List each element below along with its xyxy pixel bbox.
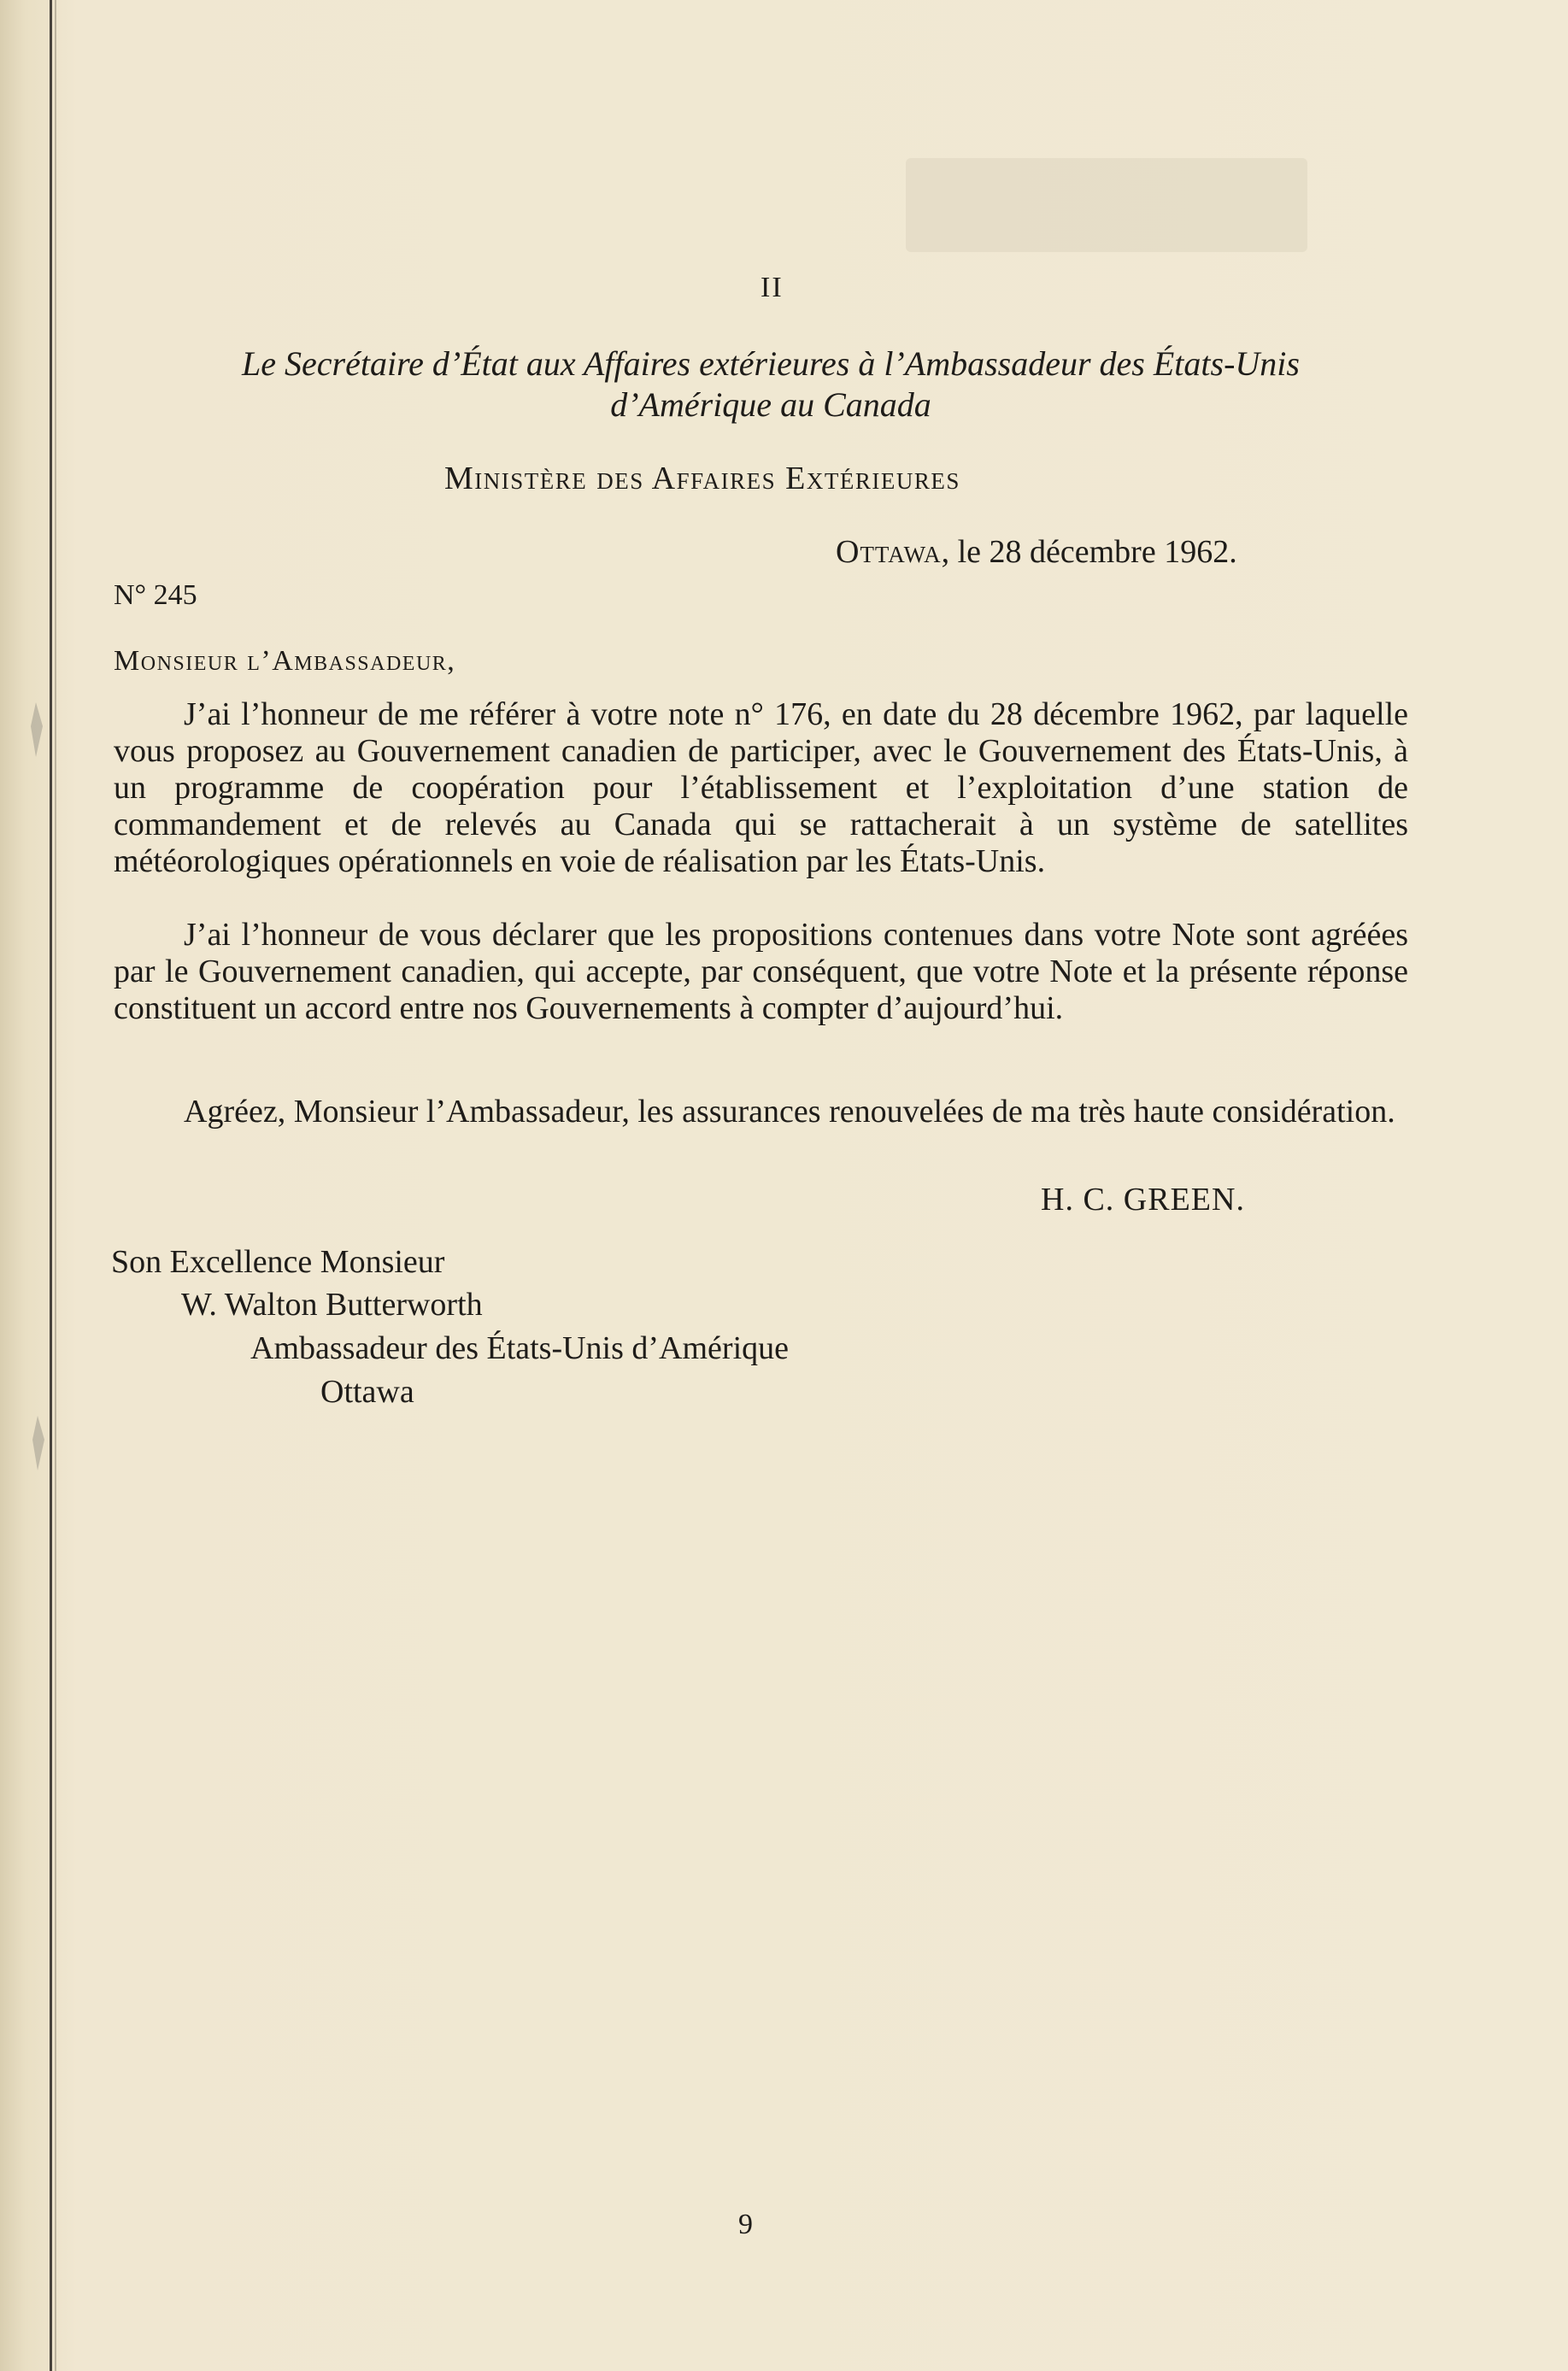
letter-heading-line-2: d’Amérique au Canada bbox=[610, 385, 931, 424]
dateline-place: Ottawa bbox=[836, 534, 942, 570]
section-number: II bbox=[761, 272, 784, 303]
body-paragraph-1 bbox=[114, 696, 1408, 880]
address-line-2: W. Walton Butterworth bbox=[181, 1287, 483, 1323]
ministry-title: Ministère des Affaires Extérieures bbox=[444, 461, 960, 496]
address-line-1: Son Excellence Monsieur bbox=[111, 1244, 445, 1280]
body-paragraph-2 bbox=[114, 917, 1408, 1027]
binding-staple-icon bbox=[24, 701, 48, 760]
dateline-date: , le 28 décembre 1962. bbox=[941, 534, 1237, 570]
page-binding-edge bbox=[50, 0, 52, 2371]
binding-staple-icon bbox=[26, 1414, 50, 1474]
letter-heading-line-1: Le Secrétaire d’État aux Affaires extérieures à l’Ambassadeur des États-Unis bbox=[242, 344, 1300, 383]
closing-paragraph bbox=[114, 1094, 1408, 1130]
reference-number: N° 245 bbox=[114, 579, 197, 611]
page-binding-shadow bbox=[55, 0, 56, 2371]
signature: H. C. GREEN. bbox=[1041, 1182, 1245, 1218]
address-line-3: Ambassadeur des États-Unis d’Amérique bbox=[250, 1330, 790, 1366]
bleed-through-mark bbox=[906, 158, 1307, 252]
address-line-4: Ottawa bbox=[320, 1374, 414, 1410]
paragraph-text: J’ai l’honneur de me référer à votre note n° 176, en date du 28 décembre 1962, par laquelle vous proposez au Gouvernement canadien de participer, avec le Gouvernement des États-Unis, à un programme de coopération pour l’établissement et l’exploitation d’une station de commandement et de relevés au Canada qui se rattacherait à un système de satellites météorologiques opérationnels en voie de réalisation par les États-Unis. bbox=[114, 696, 1408, 879]
paragraph-text: J’ai l’honneur de vous déclarer que les propositions contenues dans votre Note sont agréées par le Gouvernement canadien, qui accepte, par conséquent, que votre Note et la présente réponse constituent un accord entre nos Gouvernements à compter d’aujourd’hui. bbox=[114, 917, 1408, 1026]
closing-text: Agréez, Monsieur l’Ambassadeur, les assurances renouvelées de ma très haute considération. bbox=[184, 1094, 1395, 1130]
salutation: Monsieur l’Ambassadeur, bbox=[114, 645, 456, 677]
page-number: 9 bbox=[738, 2209, 753, 2240]
dateline bbox=[836, 533, 1237, 571]
